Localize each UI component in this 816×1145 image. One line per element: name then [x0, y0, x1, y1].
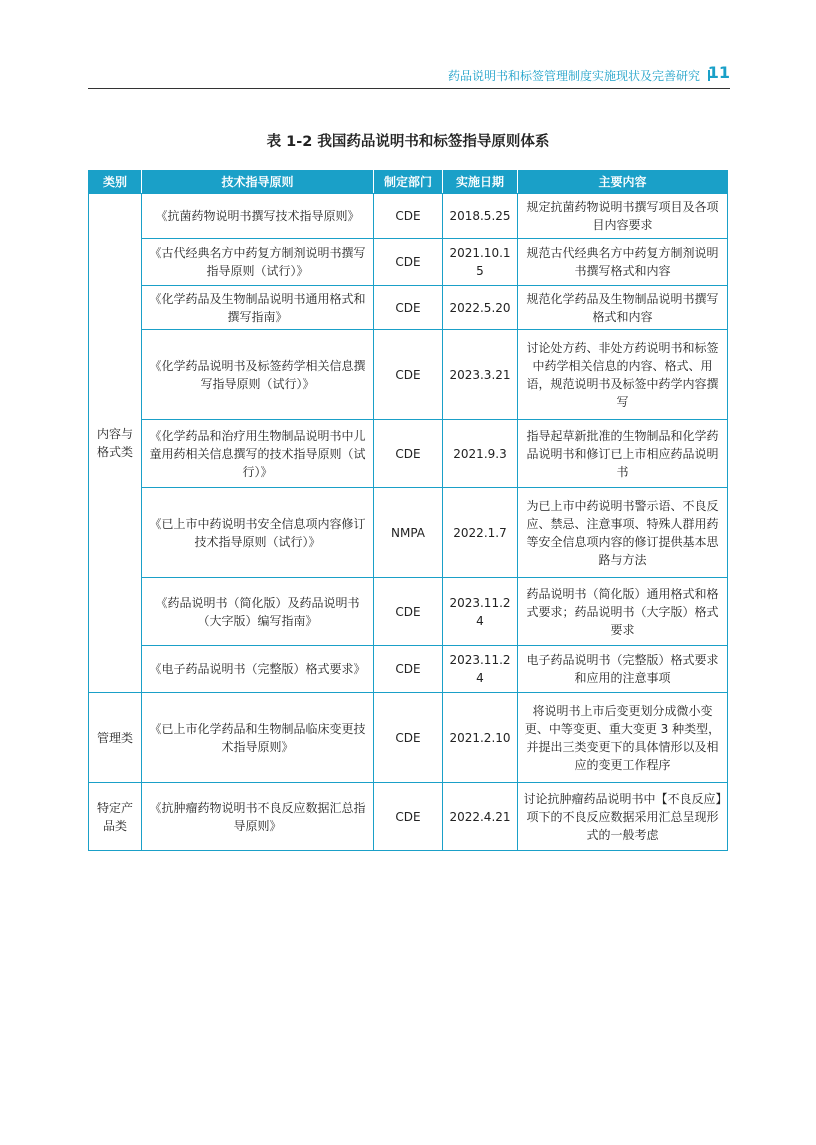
principle-cell: 《化学药品和治疗用生物制品说明书中儿童用药相关信息撰写的技术指导原则（试行）》	[142, 420, 374, 488]
content-cell: 规范化学药品及生物制品说明书撰写格式和内容	[518, 286, 728, 330]
table-row	[89, 420, 728, 488]
department-cell: CDE	[374, 194, 443, 239]
date-cell: 2022.4.21	[443, 783, 518, 851]
table-row	[89, 578, 728, 646]
date-cell: 2021.10.15	[443, 239, 518, 286]
table-row	[89, 286, 728, 330]
table-row	[89, 488, 728, 578]
date-cell: 2021.2.10	[443, 693, 518, 783]
category-cell: 内容与格式类	[89, 194, 142, 693]
content-cell: 讨论抗肿瘤药品说明书中【不良反应】项下的不良反应数据采用汇总呈现形式的一般考虑	[518, 783, 728, 851]
principle-cell: 《抗菌药物说明书撰写技术指导原则》	[142, 194, 374, 239]
content-cell: 电子药品说明书（完整版）格式要求和应用的注意事项	[518, 646, 728, 693]
date-cell: 2023.3.21	[443, 330, 518, 420]
principle-cell: 《药品说明书（简化版）及药品说明书（大字版）编写指南》	[142, 578, 374, 646]
table-header-row	[89, 171, 728, 194]
table-row	[89, 646, 728, 693]
date-cell: 2023.11.24	[443, 646, 518, 693]
department-cell: CDE	[374, 693, 443, 783]
principle-cell: 《抗肿瘤药物说明书不良反应数据汇总指导原则》	[142, 783, 374, 851]
content-cell: 药品说明书（简化版）通用格式和格式要求；药品说明书（大字版）格式要求	[518, 578, 728, 646]
running-title: 药品说明书和标签管理制度实施现状及完善研究	[447, 69, 700, 83]
column-header-department: 制定部门	[374, 171, 443, 194]
table-row	[89, 194, 728, 239]
content-cell: 为已上市中药说明书警示语、不良反应、禁忌、注意事项、特殊人群用药等安全信息项内容的修订提供基本思路与方法	[518, 488, 728, 578]
table-row	[89, 330, 728, 420]
principle-cell: 《化学药品及生物制品说明书通用格式和撰写指南》	[142, 286, 374, 330]
department-cell: CDE	[374, 239, 443, 286]
department-cell: CDE	[374, 420, 443, 488]
category-cell: 特定产品类	[89, 783, 142, 851]
date-cell: 2023.11.24	[443, 578, 518, 646]
date-cell: 2022.1.7	[443, 488, 518, 578]
guidelines-table	[88, 170, 728, 851]
date-cell: 2021.9.3	[443, 420, 518, 488]
content-cell: 指导起草新批准的生物制品和化学药品说明书和修订已上市相应药品说明书	[518, 420, 728, 488]
department-cell: CDE	[374, 578, 443, 646]
principle-cell: 《已上市化学药品和生物制品临床变更技术指导原则》	[142, 693, 374, 783]
department-cell: CDE	[374, 330, 443, 420]
column-header-category: 类别	[89, 171, 142, 194]
table-row	[89, 783, 728, 851]
content-cell: 规定抗菌药物说明书撰写项目及各项目内容要求	[518, 194, 728, 239]
column-header-content: 主要内容	[518, 171, 728, 194]
principle-cell: 《古代经典名方中药复方制剂说明书撰写指导原则（试行）》	[142, 239, 374, 286]
content-cell: 规范古代经典名方中药复方制剂说明书撰写格式和内容	[518, 239, 728, 286]
table-body	[89, 194, 728, 851]
table-row	[89, 693, 728, 783]
department-cell: CDE	[374, 783, 443, 851]
date-cell: 2022.5.20	[443, 286, 518, 330]
running-header	[88, 60, 730, 89]
table-row	[89, 239, 728, 286]
principle-cell: 《已上市中药说明书安全信息项内容修订技术指导原则（试行）》	[142, 488, 374, 578]
column-header-date: 实施日期	[443, 171, 518, 194]
page-number: 11	[707, 63, 730, 82]
department-cell: CDE	[374, 286, 443, 330]
date-cell: 2018.5.25	[443, 194, 518, 239]
principle-cell: 《电子药品说明书（完整版）格式要求》	[142, 646, 374, 693]
content-cell: 将说明书上市后变更划分成微小变更、中等变更、重大变更 3 种类型，并提出三类变更下的具体情形以及相应的变更工作程序	[518, 693, 728, 783]
content-cell: 讨论处方药、非处方药说明书和标签中药学相关信息的内容、格式、用语，规范说明书及标签中药学内容撰写	[518, 330, 728, 420]
principle-cell: 《化学药品说明书及标签药学相关信息撰写指导原则（试行）》	[142, 330, 374, 420]
department-cell: CDE	[374, 646, 443, 693]
category-cell: 管理类	[89, 693, 142, 783]
table-title: 表 1-2 我国药品说明书和标签指导原则体系	[266, 134, 550, 150]
department-cell: NMPA	[374, 488, 443, 578]
column-header-principle: 技术指导原则	[142, 171, 374, 194]
